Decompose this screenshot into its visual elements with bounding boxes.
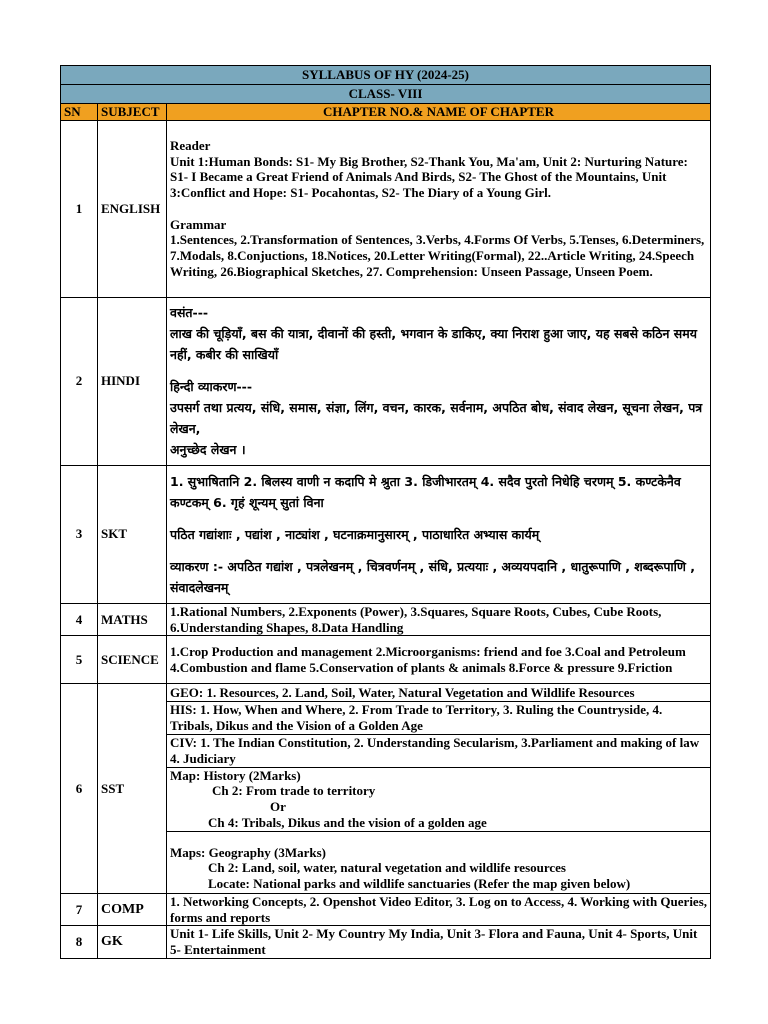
- map-geo-ch2: Ch 2: Land, soil, water, natural vegetation and wildlife resources: [208, 860, 566, 876]
- row-subject: HINDI: [98, 297, 167, 465]
- map-history-ch2: Ch 2: From trade to territory: [212, 783, 376, 799]
- syllabus-table: [60, 65, 711, 959]
- row-chapters: [167, 465, 711, 603]
- table-row: [61, 120, 711, 297]
- table-row: [61, 926, 711, 959]
- table-row: [61, 684, 711, 702]
- row-chapters: [167, 120, 711, 297]
- row-subject: SCIENCE: [98, 636, 167, 684]
- row-subject: MATHS: [98, 603, 167, 636]
- row-chapters: Unit 1- Life Skills, Unit 2- My Country My India, Unit 3- Flora and Fauna, Unit 4- Sports, Unit 5- Entertainment: [167, 926, 711, 959]
- row-sn: 3: [61, 465, 98, 603]
- map-history-heading: Map: History (2Marks): [170, 767, 301, 783]
- table-row: [61, 636, 711, 684]
- map-history-or: Or: [270, 799, 286, 815]
- header-sn: SN: [61, 104, 98, 121]
- grammar-chapters: 1.Sentences, 2.Transformation of Sentences, 3.Verbs, 4.Forms Of Verbs, 5.Tenses, 6.Determiners, 7.Modals, 8.Conjuctions, 18.Notices, 20.Letter Writing(Formal), 22..Article Writing, 24.Speech Writing, 26.Biographical Sketches, 27. Comprehension: Unseen Passage, Unseen Poem.: [170, 232, 705, 280]
- table-row: [61, 465, 711, 603]
- row-sn: 4: [61, 603, 98, 636]
- hindi-reader-heading: वसंत---: [170, 305, 209, 321]
- row-sn: 6: [61, 684, 98, 893]
- header-row: [61, 104, 711, 121]
- row-subject: COMP: [98, 893, 167, 926]
- sst-map-history: [167, 767, 711, 831]
- reader-chapters: Unit 1:Human Bonds: S1- My Big Brother, S2-Thank You, Ma'am, Unit 2: Nurturing Nature: S1- I Became a Great Friend of Animals And Birds, S2- The Ghost of the Mountains, Unit 3:Conflict and Hope: S1- Pocahontas, S2- The Diary of a Young Girl.: [170, 153, 688, 201]
- table-row: [61, 297, 711, 465]
- row-chapters: [167, 297, 711, 465]
- grammar-heading: Grammar: [170, 216, 227, 232]
- row-sn: 2: [61, 297, 98, 465]
- hindi-grammar-heading: हिन्दी व्याकरण---: [170, 379, 253, 395]
- row-subject: ENGLISH: [98, 120, 167, 297]
- row-chapters: 1.Crop Production and management 2.Microorganisms: friend and foe 3.Coal and Petroleum 4.Combustion and flame 5.Conservation of plants & animals 8.Force & pressure 9.Friction: [167, 636, 711, 684]
- header-chapters: CHAPTER NO.& NAME OF CHAPTER: [167, 104, 711, 121]
- row-subject: SST: [98, 684, 167, 893]
- map-geo-locate: Locate: National parks and wildlife sanctuaries (Refer the map given below): [208, 876, 631, 892]
- row-subject: SKT: [98, 465, 167, 603]
- skt-grammar-topics: व्याकरण :- अपठित गद्यांश , पत्रलेखनम् , चित्रवर्णनम् , संधि, प्रत्ययाः , अव्ययपदानि , धातुरूपाणि , शब्दरूपाणि , संवादलेखनम्: [170, 558, 696, 595]
- header-subject: SUBJECT: [98, 104, 167, 121]
- class-label: CLASS- VIII: [61, 85, 711, 104]
- sst-civ: CIV: 1. The Indian Constitution, 2. Understanding Secularism, 3.Parliament and making of law 4. Judiciary: [167, 734, 711, 767]
- table-row: [61, 893, 711, 926]
- skt-chapters: 1. सुभाषितानि 2. बिलस्य वाणी न कदापि मे श्रुता 3. डिजीभारतम् 4. सदैव पुरतो निधेहि चरणम् 5. कण्टकेनैव कण्टकम् 6. गृहं शून्यम् सुतां विना: [170, 473, 681, 510]
- sst-his: HIS: 1. How, When and Where, 2. From Trade to Territory, 3. Ruling the Countryside, 4. Tribals, Dikus and the Vision of a Golden Age: [167, 702, 711, 735]
- syllabus-title: SYLLABUS OF HY (2024-25): [61, 66, 711, 85]
- row-sn: 8: [61, 926, 98, 959]
- map-geo-heading: Maps: Geography (3Marks): [170, 844, 326, 860]
- sst-geo: GEO: 1. Resources, 2. Land, Soil, Water, Natural Vegetation and Wildlife Resources: [167, 684, 711, 702]
- row-chapters: 1.Rational Numbers, 2.Exponents (Power), 3.Squares, Square Roots, Cubes, Cube Roots, 6.Understanding Shapes, 8.Data Handling: [167, 603, 711, 636]
- reader-heading: Reader: [170, 137, 211, 153]
- map-history-ch4: Ch 4: Tribals, Dikus and the vision of a golden age: [208, 814, 487, 830]
- row-sn: 1: [61, 120, 98, 297]
- row-sn: 7: [61, 893, 98, 926]
- hindi-reader-chapters: लाख की चूड़ियाँ, बस की यात्रा, दीवानों की हस्ती, भगवान के डाकिए, क्या निराश हुआ जाए, यह सबसे कठिन समय नहीं, कबीर की साखियाँ: [170, 326, 697, 363]
- row-subject: GK: [98, 926, 167, 959]
- hindi-grammar-chapters: उपसर्ग तथा प्रत्यय, संधि, समास, संज्ञा, लिंग, वचन, कारक, सर्वनाम, अपठित बोध, संवाद लेखन, सूचना लेखन, पत्र लेखन, अनुच्छेद लेखन ।: [170, 400, 703, 458]
- table-row: [61, 603, 711, 636]
- row-sn: 5: [61, 636, 98, 684]
- skt-reading-topics: पठित गद्यांशाः , पद्यांश , नाट्यांश , घटनाक्रमानुसारम् , पाठाधारित अभ्यास कार्यम्: [170, 526, 540, 542]
- row-chapters: 1. Networking Concepts, 2. Openshot Video Editor, 3. Log on to Access, 4. Working with Queries, forms and reports: [167, 893, 711, 926]
- sst-map-geography: [167, 831, 711, 893]
